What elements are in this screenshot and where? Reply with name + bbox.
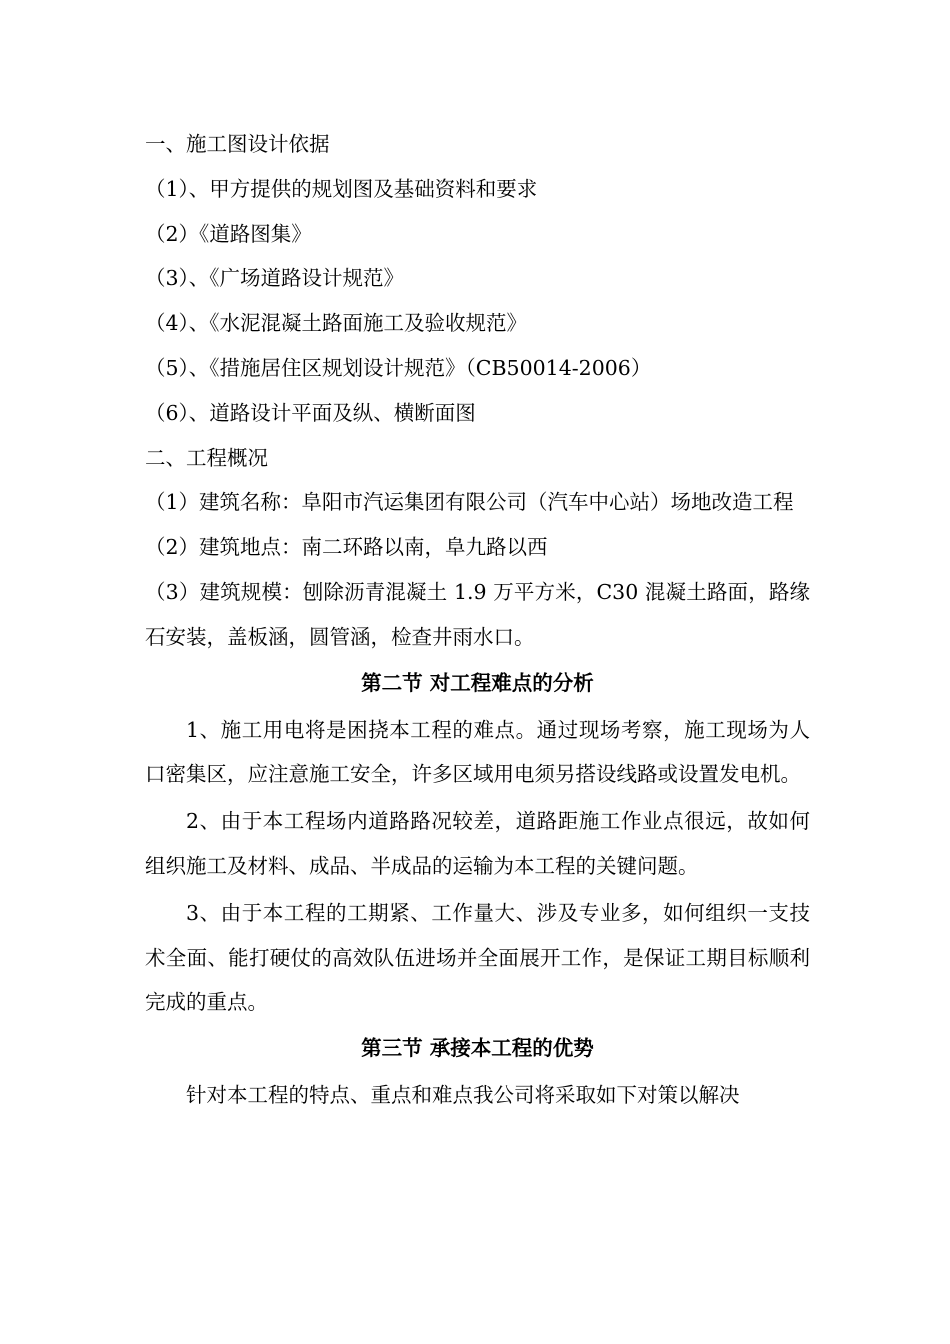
document-body (145, 122, 810, 1118)
section-advantage-heading: 第三节 承接本工程的优势 (361, 1036, 594, 1061)
difficulty-paragraph-2: 2、由于本工程场内道路路况较差，道路距施工作业点很远，故如何组织施工及材料、成品、半成品的运输为本工程的关键问题。 (145, 809, 810, 878)
basis-item-2: （2）《道路图集》 (145, 221, 312, 246)
overview-item-scale: （3）建筑规模：刨除沥青混凝土 1.9 万平方米，C30 混凝土路面，路缘石安装，盖板涵，圆管涵，检查井雨水口。 (145, 579, 810, 649)
difficulty-paragraph-3: 3、由于本工程的工期紧、工作量大、涉及专业多，如何组织一支技术全面、能打硬仗的高效队伍进场并全面展开工作，是保证工期目标顺利完成的重点。 (145, 900, 810, 1015)
advantage-paragraph-1: 针对本工程的特点、重点和难点我公司将采取如下对策以解决 (186, 1083, 740, 1108)
basis-item-6: （6）、道路设计平面及纵、横断面图 (145, 400, 476, 425)
basis-item-1: （1）、甲方提供的规划图及基础资料和要求 (145, 176, 538, 201)
difficulty-paragraph-1: 1、施工用电将是困挠本工程的难点。通过现场考察，施工现场为人口密集区，应注意施工安全，许多区域用电须另搭设线路或设置发电机。 (145, 717, 810, 787)
overview-item-location: （2）建筑地点：南二环路以南，阜九路以西 (145, 535, 548, 560)
basis-item-5: （5）、《措施居住区规划设计规范》（CB50014-2006） (145, 355, 652, 380)
basis-item-3: （3）、《广场道路设计规范》 (145, 266, 405, 291)
section-two-title: 二、工程概况 (145, 445, 268, 470)
basis-item-4: （4）、《水泥混凝土路面施工及验收规范》 (145, 311, 528, 336)
section-difficulty-heading: 第二节 对工程难点的分析 (361, 670, 594, 695)
section-one-title: 一、施工图设计依据 (145, 132, 330, 156)
overview-item-name: （1）建筑名称：阜阳市汽运集团有限公司（汽车中心站）场地改造工程 (145, 490, 794, 515)
